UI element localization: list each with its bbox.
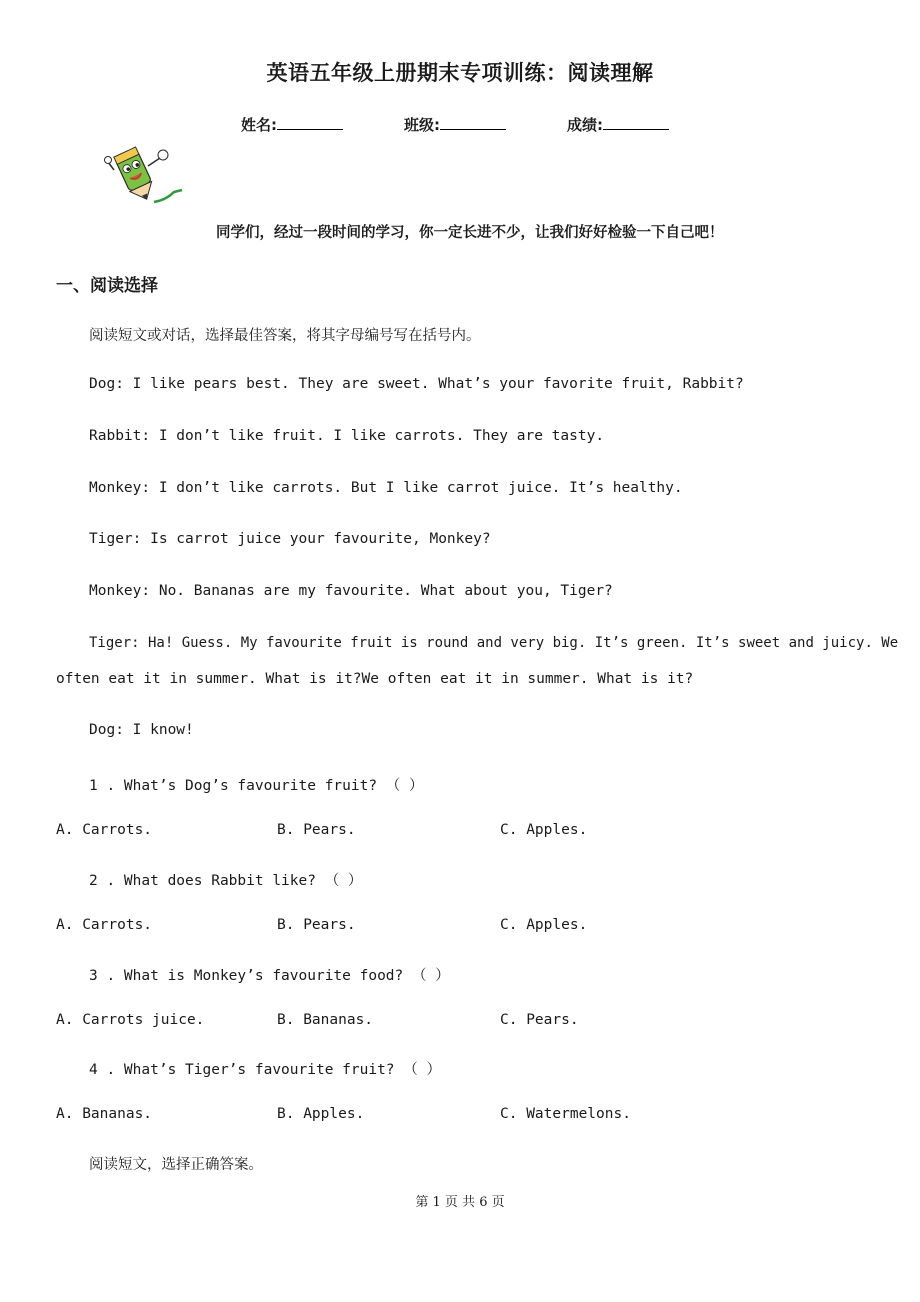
name-blank bbox=[277, 115, 343, 130]
page-number: 第 1 页 共 6 页 bbox=[415, 1195, 505, 1210]
question-text: 4 . What’s Tiger’s favourite fruit? （ ） bbox=[89, 1062, 442, 1078]
encouragement-text: 同学们，经过一段时间的学习，你一定长进不少，让我们好好检验一下自己吧！ bbox=[216, 225, 724, 241]
option-a: A. Bananas. bbox=[56, 1106, 153, 1122]
option-b: B. Apples. bbox=[277, 1106, 365, 1122]
dialogue-line: Tiger: Ha! Guess. My favourite fruit is round and very big. It’s green. It’s sweet and juicy. We bbox=[89, 635, 899, 651]
option-b: B. Bananas. bbox=[277, 1012, 374, 1028]
dialogue-line: Dog: I know! bbox=[89, 722, 194, 738]
class-field bbox=[404, 114, 506, 135]
question-text: 3 . What is Monkey’s favourite food? （ ） bbox=[89, 968, 450, 984]
dialogue-line: Monkey: I don’t like carrots. But I like carrot juice. It’s healthy. bbox=[89, 480, 683, 496]
option-b: B. Pears. bbox=[277, 917, 356, 933]
instruction-text: 阅读短文或对话，选择最佳答案，将其字母编号写在括号内。 bbox=[89, 328, 481, 344]
dialogue-line: Monkey: No. Bananas are my favourite. What about you, Tiger? bbox=[89, 583, 613, 599]
score-blank bbox=[603, 115, 669, 130]
question-text: 1 . What’s Dog’s favourite fruit? （ ） bbox=[89, 778, 424, 794]
option-c: C. Apples. bbox=[500, 917, 588, 933]
score-field bbox=[567, 114, 669, 135]
dialogue-line: often eat it in summer. What is it?We often eat it in summer. What is it? bbox=[56, 671, 694, 687]
class-label: 班级: bbox=[404, 116, 440, 134]
question-text: 2 . What does Rabbit like? （ ） bbox=[89, 873, 363, 889]
name-field bbox=[241, 114, 343, 135]
dialogue-line: Rabbit: I don’t like fruit. I like carrots. They are tasty. bbox=[89, 428, 605, 444]
option-c: C. Apples. bbox=[500, 822, 588, 838]
option-a: A. Carrots. bbox=[56, 917, 153, 933]
dialogue-line: Tiger: Is carrot juice your favourite, Monkey? bbox=[89, 531, 491, 547]
pencil-mascot-icon bbox=[104, 140, 186, 206]
option-b: B. Pears. bbox=[277, 822, 356, 838]
option-c: C. Watermelons. bbox=[500, 1106, 631, 1122]
option-a: A. Carrots juice. bbox=[56, 1012, 205, 1028]
score-label: 成绩: bbox=[567, 116, 603, 134]
class-blank bbox=[440, 115, 506, 130]
instruction-text: 阅读短文，选择正确答案。 bbox=[89, 1157, 263, 1173]
page-title: 英语五年级上册期末专项训练：阅读理解 bbox=[266, 61, 654, 85]
section-heading: 一、阅读选择 bbox=[56, 276, 158, 296]
name-label: 姓名: bbox=[241, 116, 277, 134]
option-c: C. Pears. bbox=[500, 1012, 579, 1028]
option-a: A. Carrots. bbox=[56, 822, 153, 838]
dialogue-line: Dog: I like pears best. They are sweet. What’s your favorite fruit, Rabbit? bbox=[89, 376, 744, 392]
